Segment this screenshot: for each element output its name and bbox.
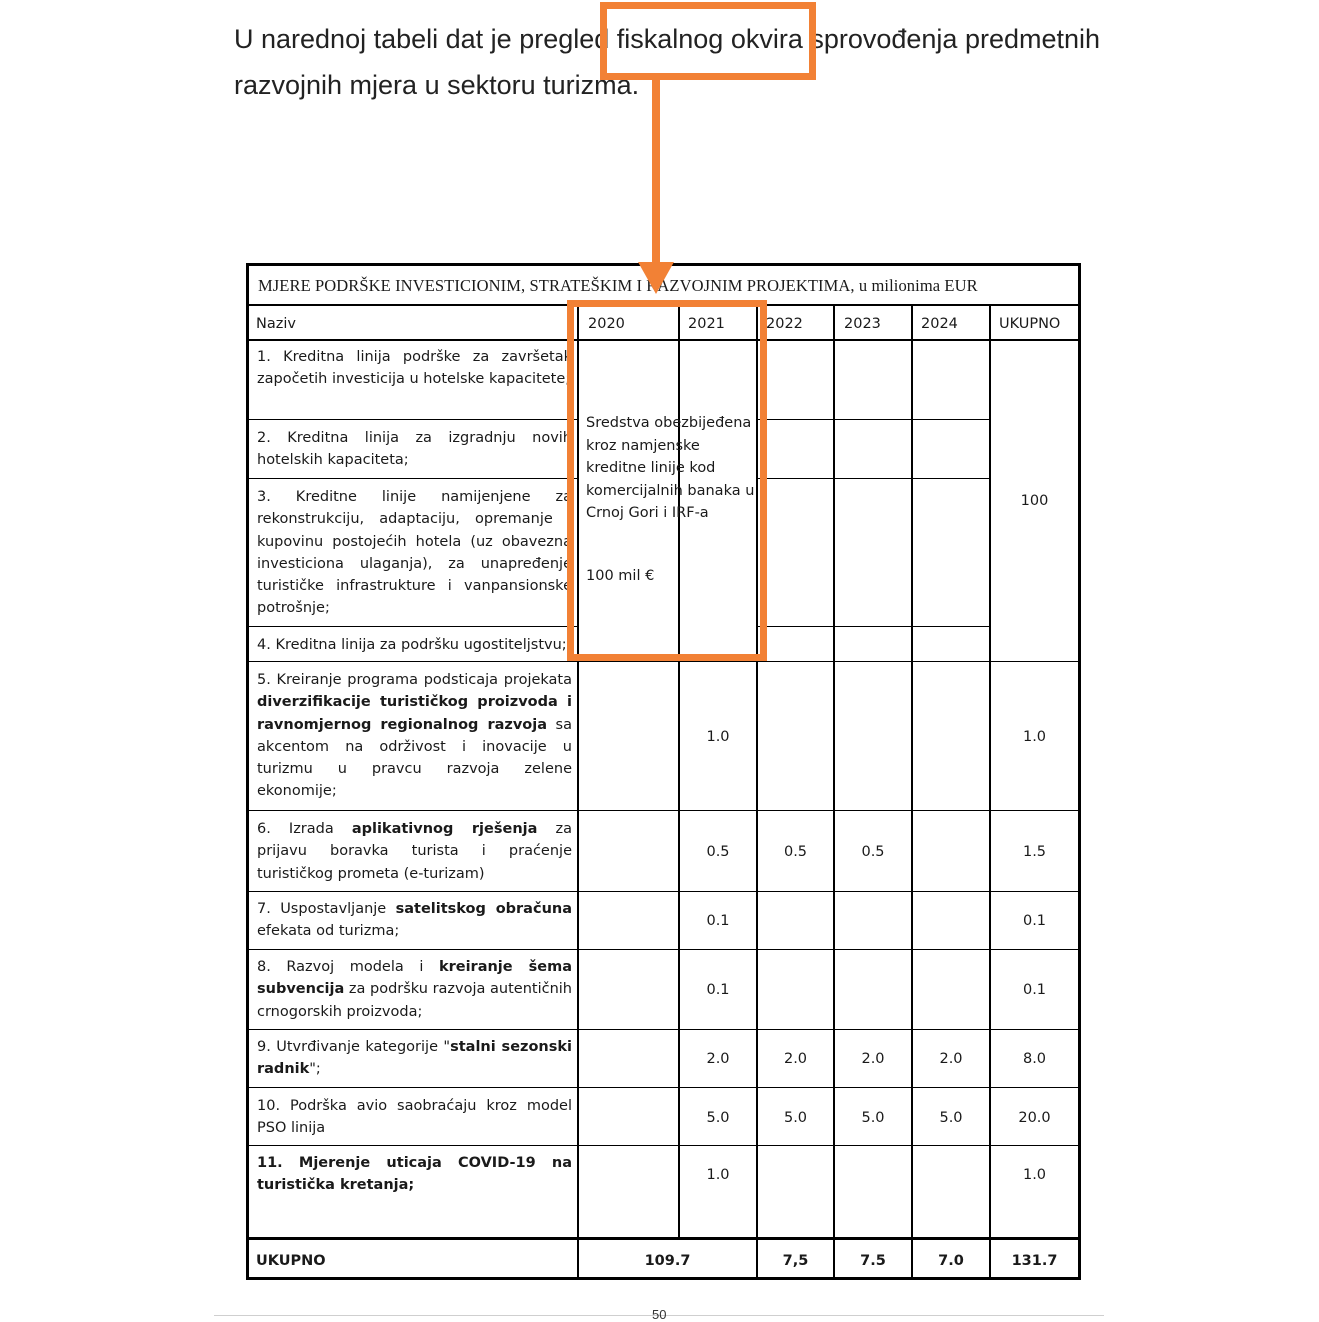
- row-5-name: 5. Kreiranje programa podsticaja projekata diverzifikacije turističkog proizvoda i ravnomjernog regionalnog razvoja sa akcentom na održivost i inovacije u turizmu u pravcu razvoja zelene ekonomije;: [257, 672, 572, 800]
- annotation-arrow-head-icon: [638, 262, 674, 294]
- totals-2023: 7.5: [860, 1253, 886, 1269]
- row-line: [249, 810, 1078, 811]
- table-title: MJERE PODRŠKE INVESTICIONIM, STRATEŠKIM I RAZVOJNIM PROJEKTIMA, u milionima EUR: [249, 266, 1078, 306]
- row-9-name: 9. Utvrđivanje kategorije "stalni sezonski radnik";: [257, 1039, 572, 1078]
- row-line: [249, 1029, 1078, 1030]
- row-8-total: 0.1: [1022, 982, 1047, 998]
- row-10-name: 10. Podrška avio saobraćaju kroz model PSO linija: [257, 1098, 572, 1137]
- row-line: [757, 626, 990, 627]
- intro-line-1: U narednoj tabeli dat je pregled fiskalnog okvira sprovođenja predmetnih: [234, 24, 1101, 54]
- row-line: [249, 419, 578, 420]
- row-10-2024: 5.0: [939, 1110, 963, 1126]
- row-10-2022: 5.0: [783, 1110, 808, 1126]
- row-9-2024: 2.0: [939, 1051, 963, 1067]
- header-ukupno: UKUPNO: [999, 316, 1061, 332]
- row-9-2021: 2.0: [706, 1051, 730, 1067]
- row-3-name: 3. Kreditne linije namijenjene za rekonstrukciju, adaptaciju, opremanje i kupovinu postojećih hotela (uz obavezna investiciona ulaganja), za unapređenje turističke infrastrukture i vanpansionske potrošnje;: [257, 489, 572, 617]
- row-9-2022: 2.0: [783, 1051, 808, 1067]
- row-7-name: 7. Uspostavljanje satelitskog obračuna efekata od turizma;: [257, 901, 572, 940]
- row-6-2021: 0.5: [706, 844, 730, 860]
- highlight-box-credit-lines: [567, 300, 767, 661]
- row-8-2021: 0.1: [706, 982, 730, 998]
- row-line: [757, 419, 990, 420]
- row-9-2023: 2.0: [861, 1051, 885, 1067]
- row-4-name: 4. Kreditna linija za podršku ugostiteljstvu;: [257, 637, 567, 653]
- row-7-total: 0.1: [1022, 913, 1047, 929]
- row-11-name: 11. Mjerenje uticaja COVID-19 na turistička kretanja;: [257, 1155, 572, 1194]
- row-10-total: 20.0: [1018, 1110, 1051, 1126]
- row-line: [757, 478, 990, 479]
- highlight-box-fiscal-framework: [600, 2, 816, 80]
- totals-ukupno: 131.7: [1011, 1253, 1058, 1269]
- credit-lines-amount: 100 mil €: [586, 568, 655, 584]
- annotation-arrow-shaft: [652, 78, 660, 268]
- row-line: [249, 1087, 1078, 1088]
- row-6-total: 1.5: [1022, 844, 1047, 860]
- row-line: [249, 626, 578, 627]
- totals-2022: 7,5: [782, 1253, 809, 1269]
- row-10-2021: 5.0: [706, 1110, 730, 1126]
- credit-lines-note: Sredstva obezbijeđena kroz namjenske kreditne linije kod komercijalnih banaka u Crnoj Gori i IRF-a: [586, 415, 755, 521]
- header-naziv: Naziv: [256, 316, 296, 332]
- totals-top-line: [249, 1237, 1078, 1240]
- row-10-2023: 5.0: [861, 1110, 885, 1126]
- row-line: [249, 1145, 1078, 1146]
- header-2022: 2022: [766, 316, 803, 332]
- page-number: 50: [652, 1307, 667, 1322]
- credit-lines-total: 100: [1020, 493, 1049, 509]
- row-11-2021: 1.0: [706, 1167, 730, 1183]
- row-line: [249, 661, 1078, 662]
- row-8-name: 8. Razvoj modela i kreiranje šema subvencija za podršku razvoja autentičnih crnogorskih proizvoda;: [257, 959, 572, 1020]
- totals-2024: 7.0: [938, 1253, 964, 1269]
- row-6-2022: 0.5: [783, 844, 808, 860]
- row-line: [249, 891, 1078, 892]
- row-7-2021: 0.1: [706, 913, 730, 929]
- row-2-name: 2. Kreditna linija za izgradnju novih hotelskih kapaciteta;: [257, 430, 572, 469]
- totals-label: UKUPNO: [256, 1253, 326, 1269]
- row-6-name: 6. Izrada aplikativnog rješenja za prijavu boravka turista i praćenje turističkog prometa (e-turizam): [257, 821, 572, 882]
- col-line: [911, 304, 913, 1277]
- row-5-total: 1.0: [1022, 729, 1047, 745]
- col-line: [989, 304, 991, 1277]
- row-line: [249, 478, 578, 479]
- header-2023: 2023: [844, 316, 881, 332]
- row-1-name: 1. Kreditna linija podrške za završetak započetih investicija u hotelske kapacitete;: [257, 349, 572, 388]
- row-line: [249, 949, 1078, 950]
- header-2020: 2020: [588, 316, 625, 332]
- row-5-2021: 1.0: [706, 729, 730, 745]
- totals-2020-2021: 109.7: [644, 1253, 691, 1269]
- header-2021: 2021: [688, 316, 725, 332]
- col-line: [833, 304, 835, 1277]
- header-2024: 2024: [921, 316, 958, 332]
- row-9-total: 8.0: [1022, 1051, 1047, 1067]
- row-6-2023: 0.5: [861, 844, 885, 860]
- intro-line-2: razvojnih mjera u sektoru turizma.: [234, 70, 640, 100]
- row-11-total: 1.0: [1022, 1167, 1047, 1183]
